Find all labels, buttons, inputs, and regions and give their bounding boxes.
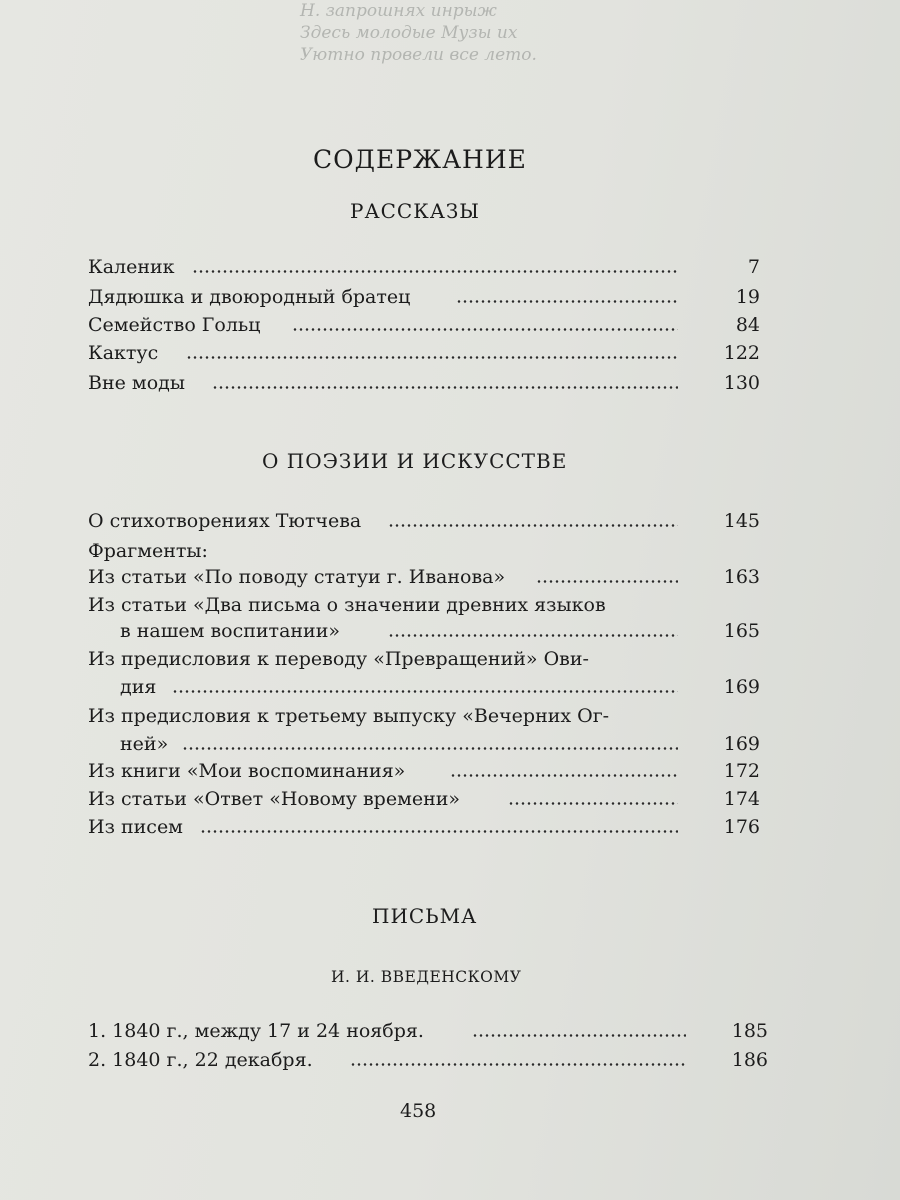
entry-page: 163	[723, 566, 760, 588]
entry-page: 169	[723, 733, 760, 755]
leader-dots	[212, 386, 678, 389]
toc-entry-continuation	[120, 676, 760, 704]
leader-dots	[182, 747, 678, 750]
entry-page: 165	[723, 620, 760, 642]
entry-title: Каленик	[88, 256, 175, 278]
entry-page: 84	[735, 314, 760, 336]
entry-page: 7	[747, 256, 760, 278]
entry-title-continuation: дия	[120, 676, 157, 698]
leader-dots	[172, 690, 678, 693]
toc-entry	[88, 510, 760, 538]
bleed-line: Здесь молодые Музы их	[300, 23, 518, 43]
leader-dots	[388, 634, 678, 637]
entry-title-continuation: ней»	[120, 733, 169, 755]
toc-entry	[88, 286, 760, 314]
section-heading: РАССКАЗЫ	[350, 199, 480, 223]
entry-title-continuation: в нашем воспитании»	[120, 620, 341, 642]
page-number: 458	[400, 1100, 437, 1122]
entry-title: Семейство Гольц	[88, 314, 261, 336]
leader-dots	[472, 1034, 686, 1037]
entry-title: 1. 1840 г., между 17 и 24 ноября.	[88, 1020, 424, 1042]
entry-page: 174	[723, 788, 760, 810]
entry-title: Из предисловия к переводу «Превращений» Ови-	[88, 648, 589, 670]
page-title: СОДЕРЖАНИЕ	[313, 145, 527, 174]
toc-entry	[88, 760, 760, 788]
entry-title: Дядюшка и двоюродный братец	[88, 286, 411, 308]
entry-page: 122	[723, 342, 760, 364]
entry-title: Из статьи «По поводу статуи г. Иванова»	[88, 566, 506, 588]
toc-entry	[88, 540, 760, 568]
toc-entry	[88, 256, 760, 284]
entry-title: 2. 1840 г., 22 декабря.	[88, 1049, 313, 1071]
toc-entry	[88, 594, 760, 622]
entry-title: Из предисловия к третьему выпуску «Вечерних Ог-	[88, 705, 610, 727]
toc-entry	[88, 816, 760, 844]
toc-entry-continuation	[120, 620, 760, 648]
entry-title: Из книги «Мои воспоминания»	[88, 760, 406, 782]
toc-entry-continuation	[120, 733, 760, 761]
entry-page: 172	[723, 760, 760, 782]
leader-dots	[192, 270, 678, 273]
entry-page: 130	[723, 372, 760, 394]
bleed-through-text	[300, 0, 620, 110]
entry-page: 185	[731, 1020, 768, 1042]
leader-dots	[456, 300, 678, 303]
section-subheading: И. И. ВВЕДЕНСКОМУ	[331, 968, 522, 986]
entry-page: 145	[723, 510, 760, 532]
entry-title: О стихотворениях Тютчева	[88, 510, 362, 532]
bleed-line: Н. запрошнях инрыж	[300, 1, 497, 21]
toc-entry	[88, 1020, 768, 1048]
entry-page: 169	[723, 676, 760, 698]
leader-dots	[536, 580, 678, 583]
leader-dots	[350, 1063, 686, 1066]
entry-title: Вне моды	[88, 372, 185, 394]
leader-dots	[200, 830, 678, 833]
toc-entry	[88, 788, 760, 816]
bleed-line: Уютно провели все лето.	[300, 45, 537, 65]
leader-dots	[388, 524, 678, 527]
entry-title: Из статьи «Ответ «Новому времени»	[88, 788, 461, 810]
toc-entry	[88, 342, 760, 370]
entry-title: Из статьи «Два письма о значении древних языков	[88, 594, 606, 616]
toc-entry	[88, 566, 760, 594]
section-heading: О ПОЭЗИИ И ИСКУССТВЕ	[262, 449, 568, 473]
leader-dots	[508, 802, 678, 805]
toc-entry	[88, 1049, 768, 1077]
leader-dots	[186, 356, 678, 359]
leader-dots	[292, 328, 678, 331]
entry-title: Из писем	[88, 816, 183, 838]
leader-dots	[450, 774, 678, 777]
toc-entry	[88, 314, 760, 342]
entry-page: 176	[723, 816, 760, 838]
toc-entry	[88, 705, 760, 733]
entry-title: Кактус	[88, 342, 159, 364]
entry-page: 186	[731, 1049, 768, 1071]
section-heading: ПИСЬМА	[372, 904, 478, 928]
entry-title: Фрагменты:	[88, 540, 208, 562]
toc-entry	[88, 372, 760, 400]
entry-page: 19	[735, 286, 760, 308]
toc-entry	[88, 648, 760, 676]
